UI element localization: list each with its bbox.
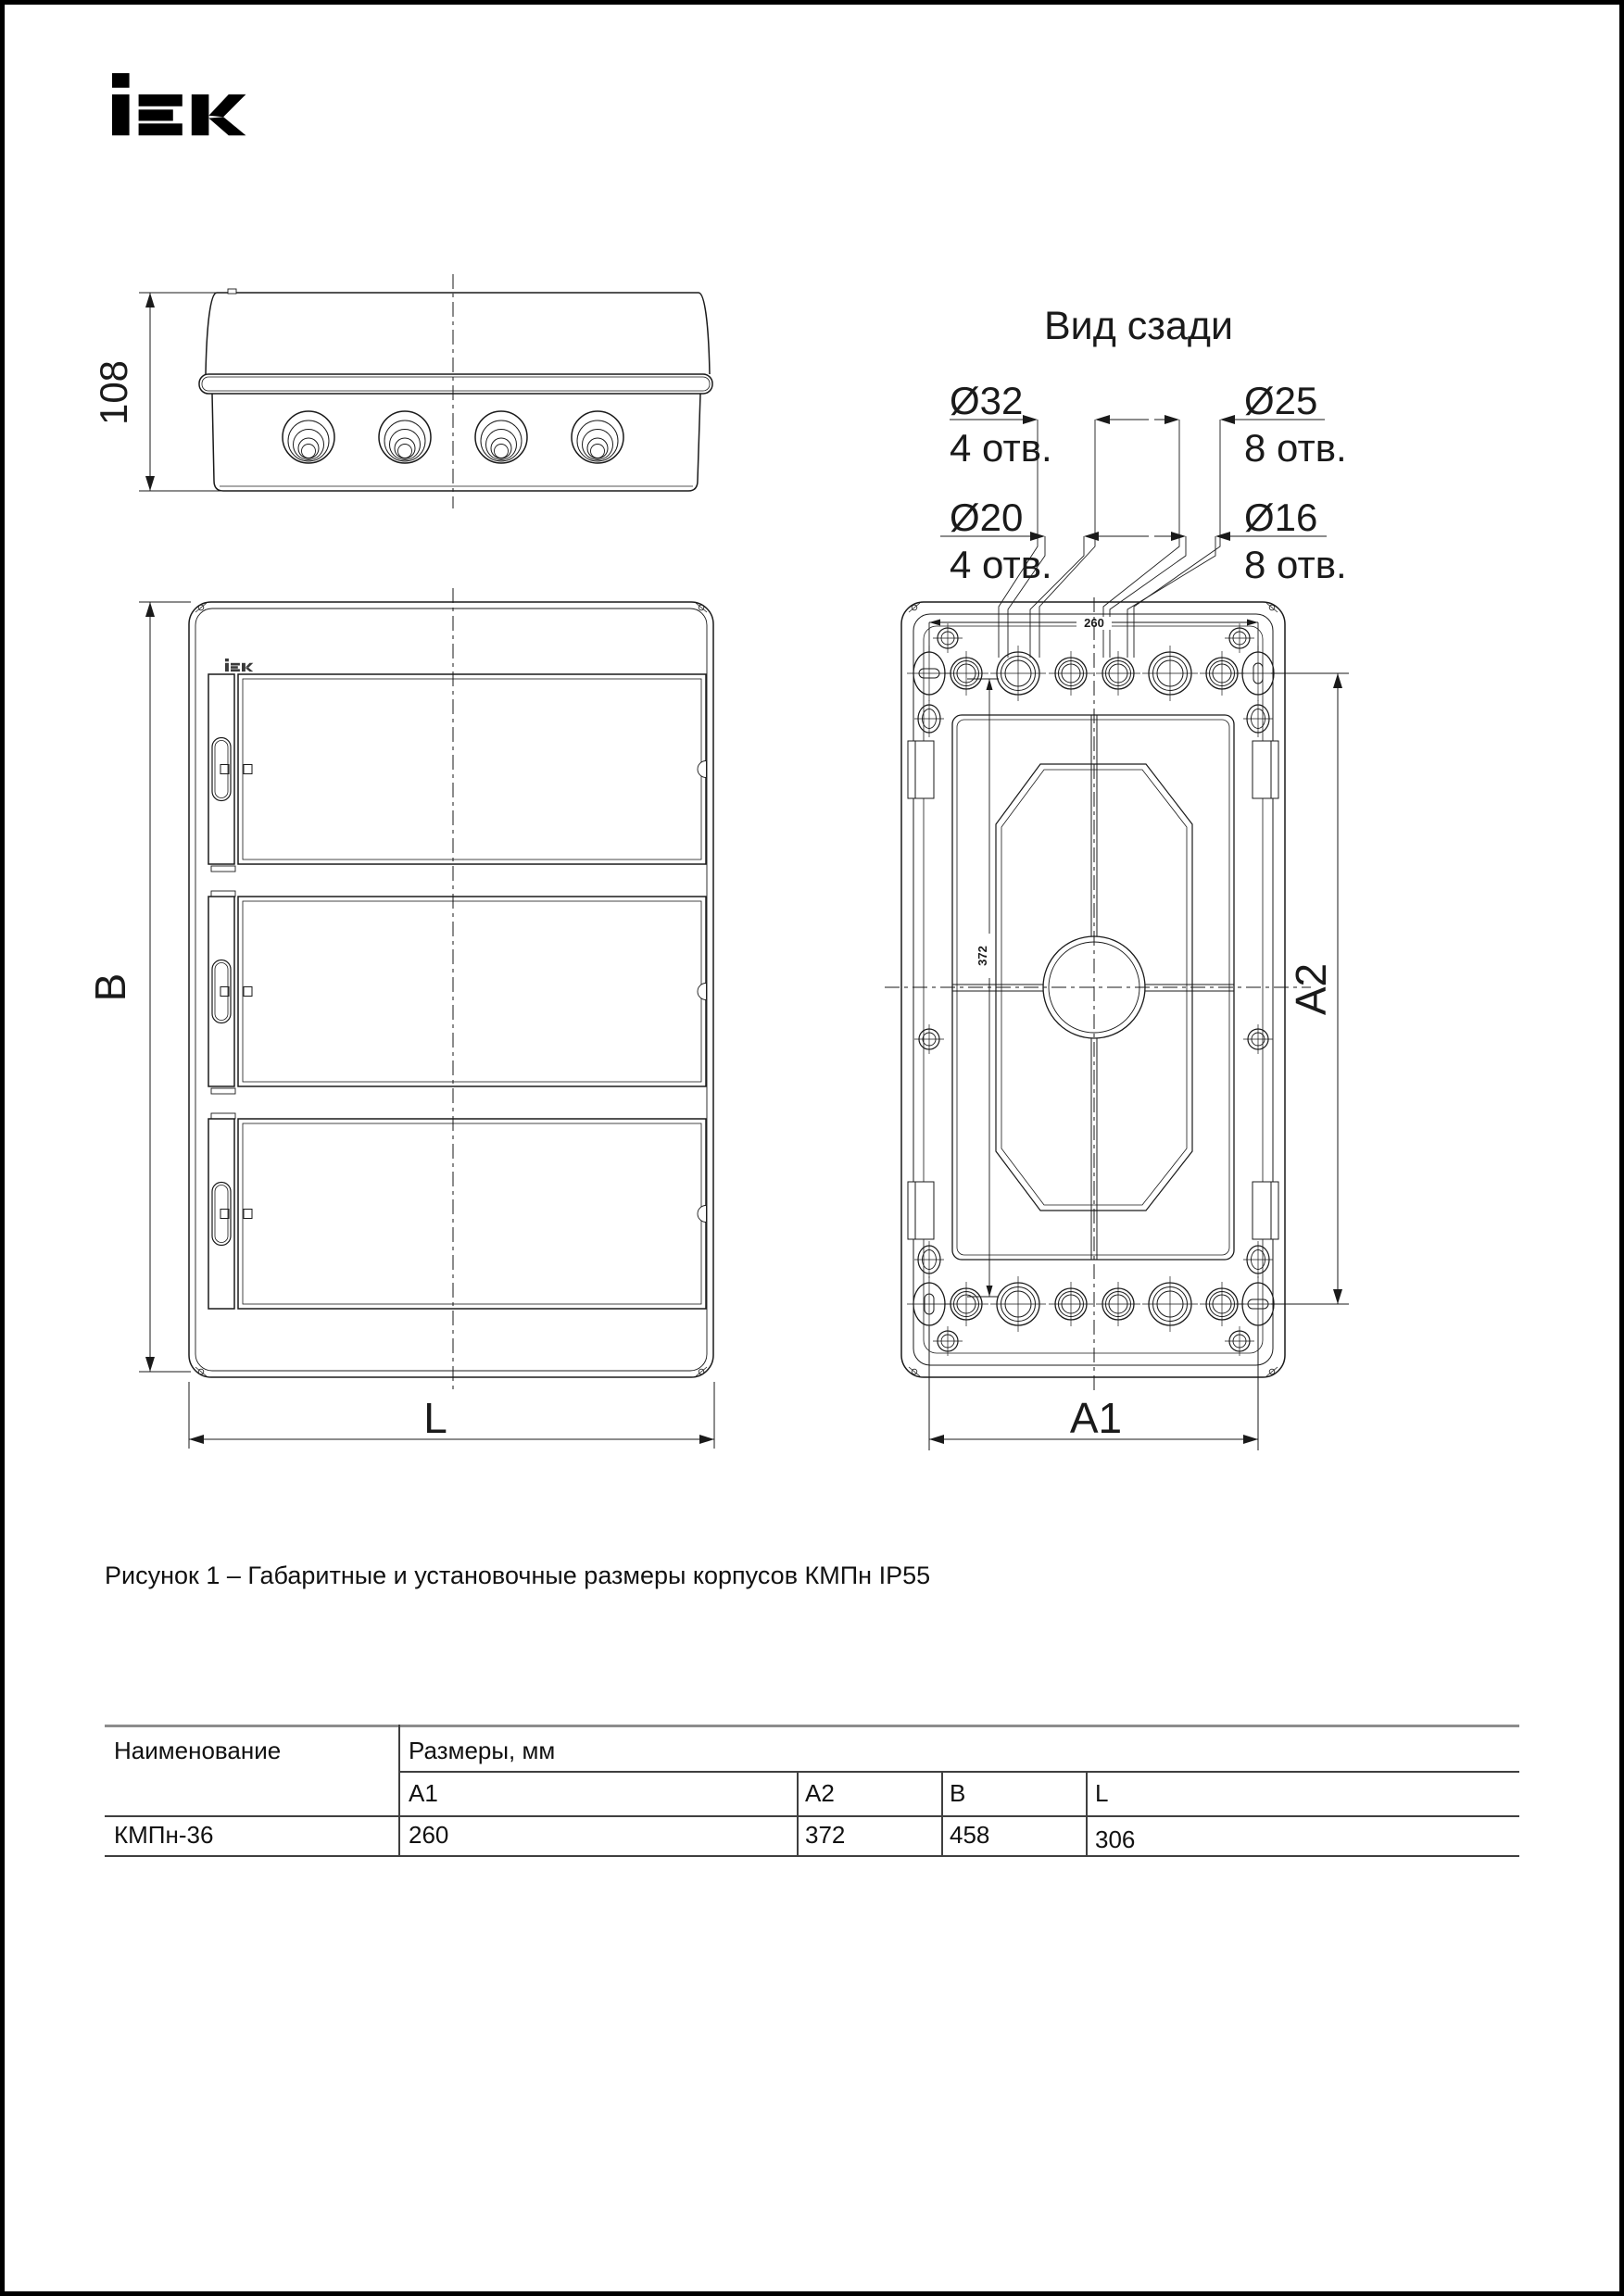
hole-count-32: 4 отв. [950, 426, 1052, 470]
corner-screw-mark [195, 603, 707, 1376]
table-header-name: Наименование [114, 1737, 282, 1764]
lock-notch [698, 1206, 706, 1223]
table-col-l: L [1095, 1779, 1109, 1807]
front-outer-body [189, 602, 713, 1377]
iek-logo [112, 73, 245, 135]
hole-count-16: 8 отв. [1244, 543, 1347, 586]
cable-gland [283, 411, 334, 463]
table-value-a2: 372 [805, 1821, 846, 1849]
dim-372-label: 372 [976, 946, 989, 966]
dimension-B [139, 602, 191, 1372]
hole-dia-20: Ø20 [950, 496, 1024, 539]
door-latch [244, 765, 252, 774]
dim-A2-label: A2 [1287, 962, 1335, 1016]
table-row-name: КМПн-36 [114, 1821, 214, 1849]
table-divider [1086, 1771, 1088, 1857]
dim-108-label: 108 [92, 359, 135, 426]
table-col-b: B [950, 1779, 966, 1807]
figure-caption: Рисунок 1 – Габаритные и установочные размеры корпусов КМПн IP55 [105, 1562, 931, 1589]
hole-count-25: 8 отв. [1244, 426, 1347, 470]
side-view [92, 274, 712, 508]
table-col-a2: A2 [805, 1779, 835, 1807]
lock-notch [698, 984, 706, 1000]
table-divider [398, 1725, 400, 1857]
cable-gland [379, 411, 431, 463]
cable-gland [572, 411, 623, 463]
door-latch [244, 987, 252, 997]
door-section [208, 1119, 706, 1309]
front-view [86, 588, 714, 1449]
lock-notch [698, 761, 706, 778]
table-border-bottom [105, 1855, 1519, 1857]
table-line [398, 1771, 1519, 1773]
dimension-108 [139, 293, 224, 491]
side-view-notch [228, 289, 236, 294]
panel-iek-logo [225, 659, 253, 671]
hole-dia-32: Ø32 [950, 379, 1024, 422]
dim-B-label: B [86, 972, 134, 1002]
table-value-b: 458 [950, 1821, 990, 1849]
table-divider [797, 1771, 799, 1857]
rear-view [885, 304, 1349, 1450]
dim-260-label: 260 [1084, 616, 1104, 630]
rear-view-title: Вид сзади [1044, 304, 1233, 348]
dim-L-label: L [423, 1394, 447, 1442]
door-section [208, 897, 706, 1086]
table-border-top [105, 1725, 1519, 1727]
hole-dia-16: Ø16 [1244, 496, 1318, 539]
table-value-a1: 260 [409, 1821, 449, 1849]
table-line [105, 1815, 1519, 1817]
table-value-l: 306 [1095, 1826, 1136, 1853]
side-view-lid [206, 293, 710, 374]
door-section [208, 674, 706, 864]
side-view-body [212, 394, 700, 491]
cable-gland [475, 411, 527, 463]
table-header-sizes: Размеры, мм [409, 1737, 556, 1764]
dim-A1-label: A1 [1069, 1394, 1123, 1442]
dimension-L [189, 1382, 714, 1449]
hole-dia-25: Ø25 [1244, 379, 1318, 422]
table-divider [941, 1771, 943, 1857]
door-latch [244, 1210, 252, 1219]
hole-count-20: 4 отв. [950, 543, 1052, 586]
table-col-a1: A1 [409, 1779, 438, 1807]
